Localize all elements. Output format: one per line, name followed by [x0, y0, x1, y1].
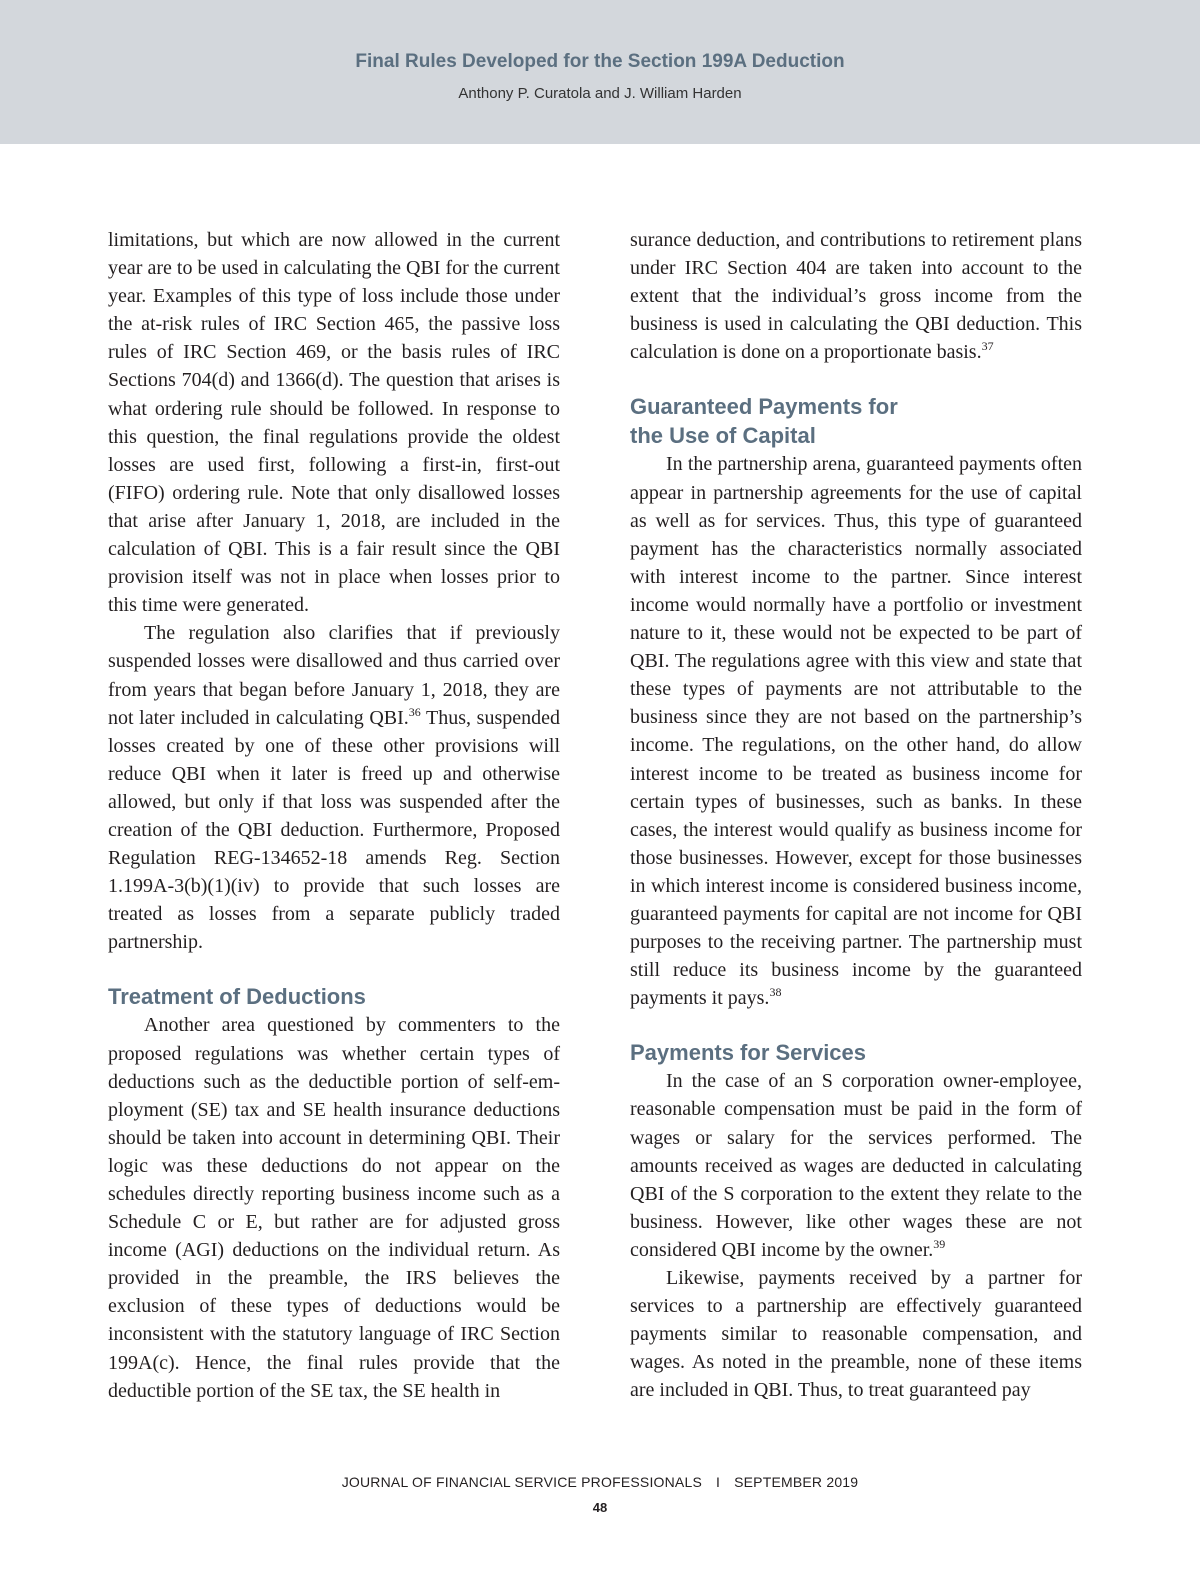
paragraph: Another area questioned by commenters to the proposed regulations was whether certain types of deductions such as the deductible portion of self-employment (SE) tax and SE health insurance deductions should be taken into account in determining QBI. Their logic was these deductions do not appear on the schedules directly reporting business income such as a Schedule C or E, but rather are for adjusted gross income (AGI) deductions on the individual return. As provided in the preamble, the IRS believes the exclusion of these types of deductions would be inconsistent with the statutory language of IRC Section 199A(c). Hence, the final rules provide that the deductible portion of the SE tax, the SE health in: [108, 1014, 560, 1402]
footer-separator: I: [716, 1474, 721, 1490]
paragraph-text: In the case of an S corporation owner-employee, reasonable compensation must be paid in the form of wages or salary for the services performed. The amounts received as wages are deducted in calculating QBI of the S corporation to the extent they relate to the business. However, like other wages these are not considered QBI income by the owner.: [630, 1070, 1082, 1261]
footnote-ref: 39: [933, 1236, 946, 1251]
paragraph: Likewise, payments received by a partner for services to a partnership are effectively guaranteed payments similar to reasonable compensation, and wages. As noted in the preamble, none of these items are included in QBI. Thus, to treat guaranteed pay: [630, 1267, 1082, 1402]
footer: [0, 1474, 1200, 1490]
section-heading-line: the Use of Capital: [630, 423, 816, 449]
paragraph: [108, 619, 560, 956]
journal-name: JOURNAL OF FINANCIAL SERVICE PROFESSIONALS: [341, 1474, 702, 1490]
paragraph-text: Thus, suspended losses created by one of these other provisions will reduce QBI when it later is freed up and otherwise allowed, but only if that loss was suspended after the creation of the QBI deduction. Furthermore, Proposed Regulation REG-134652-18 amends Reg. Section 1.199A-3(b)(1)(iv) to provide that such losses are treated as losses from a separate publicly traded partnership.: [108, 706, 560, 954]
left-column: [108, 226, 560, 1405]
paragraph-text: The regulation also clarifies that if previously suspended losses were disallowed and thus carried over from years that began before January 1, 2018, they are not later included in calculating QBI.: [108, 622, 560, 729]
section-heading: Treatment of Deductions: [108, 984, 366, 1010]
section-heading-line: Guaranteed Payments for: [630, 394, 898, 420]
paragraph: [630, 226, 1082, 366]
article-authors: Anthony P. Curatola and J. William Harden: [458, 85, 742, 102]
paragraph: [630, 1067, 1082, 1264]
paragraph: [630, 450, 1082, 1012]
paragraph-text: In the partnership arena, guaranteed payments often appear in partnership agreements for the use of capital as well as for services. Thus, this type of guaranteed payment has the characteristics normally associated with interest income to the partner. Since interest income would normally have a portfolio or investment nature to it, these would not be expected to be part of QBI. The regulations agree with this view and state that these types of payments are not attributable to the business since they are not based on the partnership’s income. The regulations, on the other hand, do allow interest income to be treated as business income for certain types of businesses, such as banks. In these cases, the interest would qualify as business income for those businesses. However, except for those businesses in which interest income is considered business income, guaranteed payments for capital are not income for QBI purposes to the receiving partner. The partnership must still reduce its business income by the guaranteed payments it pays.: [630, 453, 1082, 1010]
article-title: Final Rules Developed for the Section 199A Deduction: [355, 51, 845, 72]
paragraph: limitations, but which are now allowed in the current year are to be used in calculating the QBI for the current year. Examples of this type of loss include those under the at-risk rules of IRC Section 465, the passive loss rules of IRC Section 469, or the basis rules of IRC Sections 704(d) and 1366(d). The question that arises is what ordering rule should be followed. In response to this question, the final regulations provide the oldest losses are used first, following a first-in, first-out (FIFO) ordering rule. Note that only disallowed losses that arise after January 1, 2018, are included in the calculation of QBI. This is a fair result since the QBI provision itself was not in place when losses prior to this time were generated.: [108, 229, 560, 617]
section-heading: Payments for Services: [630, 1040, 867, 1066]
page-number: 48: [592, 1500, 608, 1515]
paragraph-text: surance deduction, and contributions to retirement plans under IRC Section 404 are taken into account to the extent that the individual’s gross income from the business is used in calculating the QBI deduction. This calculation is done on a proportionate basis.: [630, 229, 1082, 364]
footnote-ref: 38: [769, 985, 782, 1000]
footnote-ref: 36: [408, 704, 421, 719]
issue-date: SEPTEMBER 2019: [734, 1474, 859, 1490]
right-column: [630, 226, 1082, 1404]
footnote-ref: 37: [981, 339, 994, 354]
section-heading: [630, 392, 1082, 450]
